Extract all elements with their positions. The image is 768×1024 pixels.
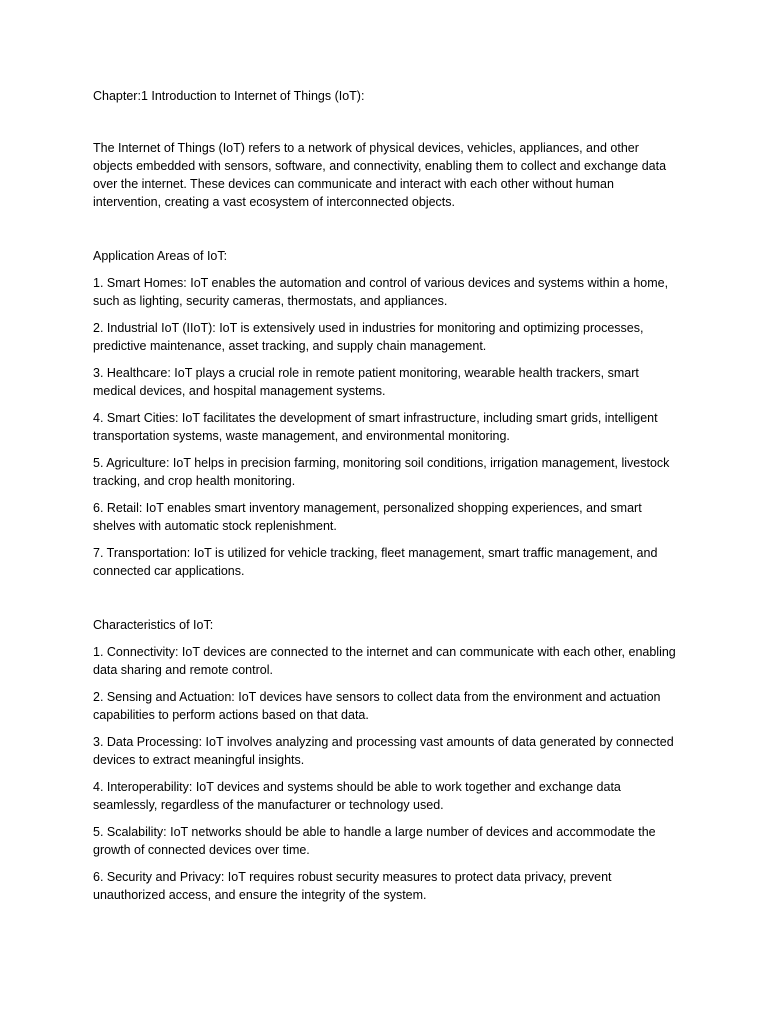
application-item-agriculture: 5. Agriculture: IoT helps in precision farming, monitoring soil conditions, irrigation management, livestock tracking, and crop health monitoring. [93,456,670,488]
application-item-smart-cities: 4. Smart Cities: IoT facilitates the development of smart infrastructure, including smart grids, intelligent transportation systems, waste management, and environmental monitoring. [93,411,658,443]
chapter-title: Chapter:1 Introduction to Internet of Things (IoT): [93,89,365,103]
characteristic-item-scalability: 5. Scalability: IoT networks should be able to handle a large number of devices and accommodate the growth of connected devices over time. [93,825,656,857]
application-item-smart-homes: 1. Smart Homes: IoT enables the automation and control of various devices and systems within a home, such as lighting, security cameras, thermostats, and appliances. [93,276,669,308]
characteristic-item-sensing-actuation: 2. Sensing and Actuation: IoT devices have sensors to collect data from the environment and actuation capabilities to perform actions based on that data. [93,690,661,722]
intro-paragraph: The Internet of Things (IoT) refers to a network of physical devices, vehicles, appliances, and other objects embedded with sensors, software, and connectivity, enabling them to collect and exchange data over the internet. These devices can communicate and interact with each other without human intervention, creating a vast ecosystem of interconnected objects. [93,141,667,209]
characteristic-item-data-processing: 3. Data Processing: IoT involves analyzing and processing vast amounts of data generated by connected devices to extract meaningful insights. [93,735,674,767]
characteristics-heading: Characteristics of IoT: [93,618,214,632]
characteristic-item-interoperability: 4. Interoperability: IoT devices and systems should be able to work together and exchange data seamlessly, regardless of the manufacturer or technology used. [93,780,621,812]
document-body [93,87,678,913]
application-item-retail: 6. Retail: IoT enables smart inventory management, personalized shopping experiences, and smart shelves with automatic stock replenishment. [93,501,642,533]
application-item-transportation: 7. Transportation: IoT is utilized for vehicle tracking, fleet management, smart traffic management, and connected car applications. [93,546,658,578]
characteristic-item-security-privacy: 6. Security and Privacy: IoT requires robust security measures to protect data privacy, prevent unauthorized access, and ensure the integrity of the system. [93,870,612,902]
applications-heading: Application Areas of IoT: [93,249,228,263]
application-item-healthcare: 3. Healthcare: IoT plays a crucial role in remote patient monitoring, wearable health trackers, smart medical devices, and hospital management systems. [93,366,639,398]
characteristic-item-connectivity: 1. Connectivity: IoT devices are connected to the internet and can communicate with each other, enabling data sharing and remote control. [93,645,676,677]
application-item-industrial-iot: 2. Industrial IoT (IIoT): IoT is extensively used in industries for monitoring and optimizing processes, predictive maintenance, asset tracking, and supply chain management. [93,321,644,353]
